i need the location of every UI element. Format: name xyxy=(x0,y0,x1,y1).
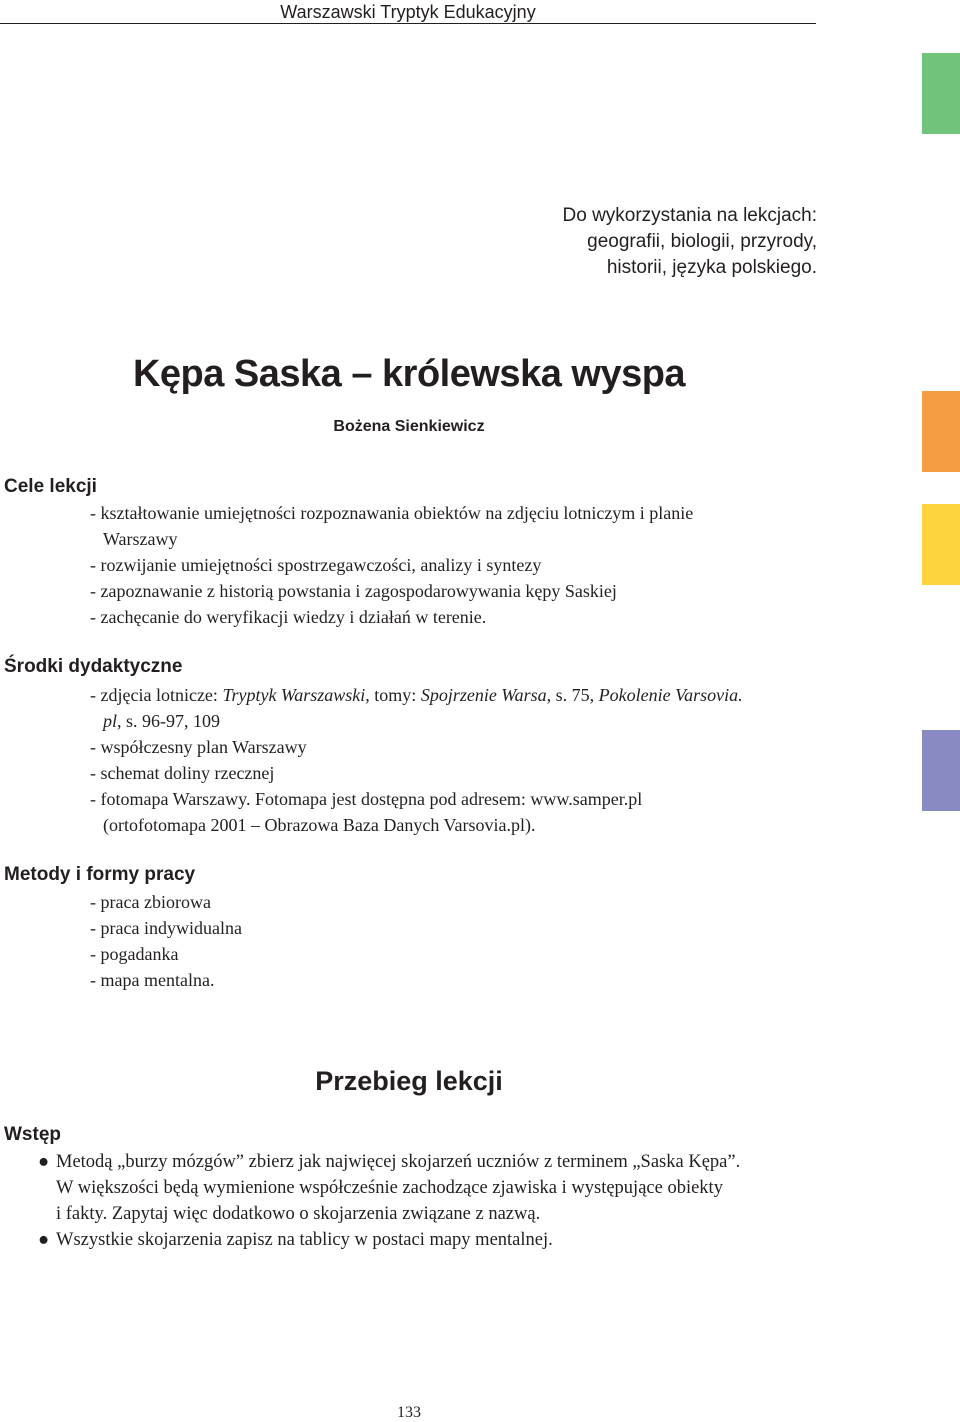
usage-note-line: geografii, biologii, przyrody, xyxy=(587,231,817,252)
materials-heading: Środki dydaktyczne xyxy=(4,656,183,677)
list-item: - praca zbiorowa xyxy=(90,892,211,912)
list-item: - pogadanka xyxy=(90,944,179,964)
methods-list xyxy=(90,889,830,993)
list-item: - zachęcanie do weryfikacji wiedzy i działań w terenie. xyxy=(90,607,487,627)
bullet-icon: ● xyxy=(38,1230,50,1250)
list-item: pl, s. 96-97, 109 xyxy=(103,711,221,731)
usage-note-line: Do wykorzystania na lekcjach: xyxy=(562,205,817,226)
bullet-icon: ● xyxy=(38,1152,50,1172)
page-title: Kępa Saska – królewska wyspa xyxy=(132,353,686,395)
volume-title: Spojrzenie Warsa xyxy=(420,685,547,705)
book-title: Tryptyk Warszawski xyxy=(222,685,366,705)
lesson-heading: Przebieg lekcji xyxy=(315,1066,503,1096)
list-item: - zapoznawanie z historią powstania i zagospodarowywania kępy Saskiej xyxy=(90,581,617,601)
usage-note-line: historii, języka polskiego. xyxy=(606,257,817,278)
bullet-item: ● Metodą „burzy mózgów” zbierz jak najwięcej skojarzeń uczniów z terminem „Saska Kępa”. W większości będą wymienione współcześnie zachodzące zjawiska i występujące obiekty i fakty. Zapytaj więc dodatkowo o skojarzenia związane z nazwą. ● Wszystkie skojarzenia zapisz na tablicy w postaci mapy mentalnej. xyxy=(38,1149,838,1253)
list-item: (ortofotomapa 2001 – Obrazowa Baza Danych Varsovia.pl). xyxy=(103,815,536,835)
list-item: - fotomapa Warszawy. Fotomapa jest dostępna pod adresem: www.samper.pl xyxy=(90,789,643,809)
list-item: - praca indywidualna xyxy=(90,918,242,938)
list-item: - kształtowanie umiejętności rozpoznawania obiektów na zdjęciu lotniczym i planie xyxy=(90,503,694,523)
side-tab-green xyxy=(922,53,960,134)
goals-list xyxy=(90,500,830,630)
page-number: 133 xyxy=(397,1404,421,1421)
side-tab-purple xyxy=(922,730,960,811)
goals-heading: Cele lekcji xyxy=(4,476,97,497)
usage-note xyxy=(563,203,818,281)
list-item: - współczesny plan Warszawy xyxy=(90,737,307,757)
author: Bożena Sienkiewicz xyxy=(333,418,485,435)
materials-list xyxy=(90,682,830,838)
side-tab-orange xyxy=(922,391,960,472)
running-header: Warszawski Tryptyk Edukacyjny xyxy=(280,2,536,22)
list-item: - mapa mentalna. xyxy=(90,970,215,990)
list-item: - rozwijanie umiejętności spostrzegawczości, analizy i syntezy xyxy=(90,555,542,575)
list-item: Warszawy xyxy=(103,529,178,549)
methods-heading: Metody i formy pracy xyxy=(4,864,196,885)
header-rule xyxy=(0,23,816,24)
intro-heading: Wstęp xyxy=(4,1124,61,1145)
volume-title: Pokolenie Varsovia. xyxy=(598,685,743,705)
side-tab-yellow xyxy=(922,504,960,585)
list-item: - schemat doliny rzecznej xyxy=(90,763,275,783)
list-item: - zdjęcia lotnicze: Tryptyk Warszawski, tomy: Spojrzenie Warsa, s. 75, Pokolenie Varsovia. xyxy=(90,685,743,705)
